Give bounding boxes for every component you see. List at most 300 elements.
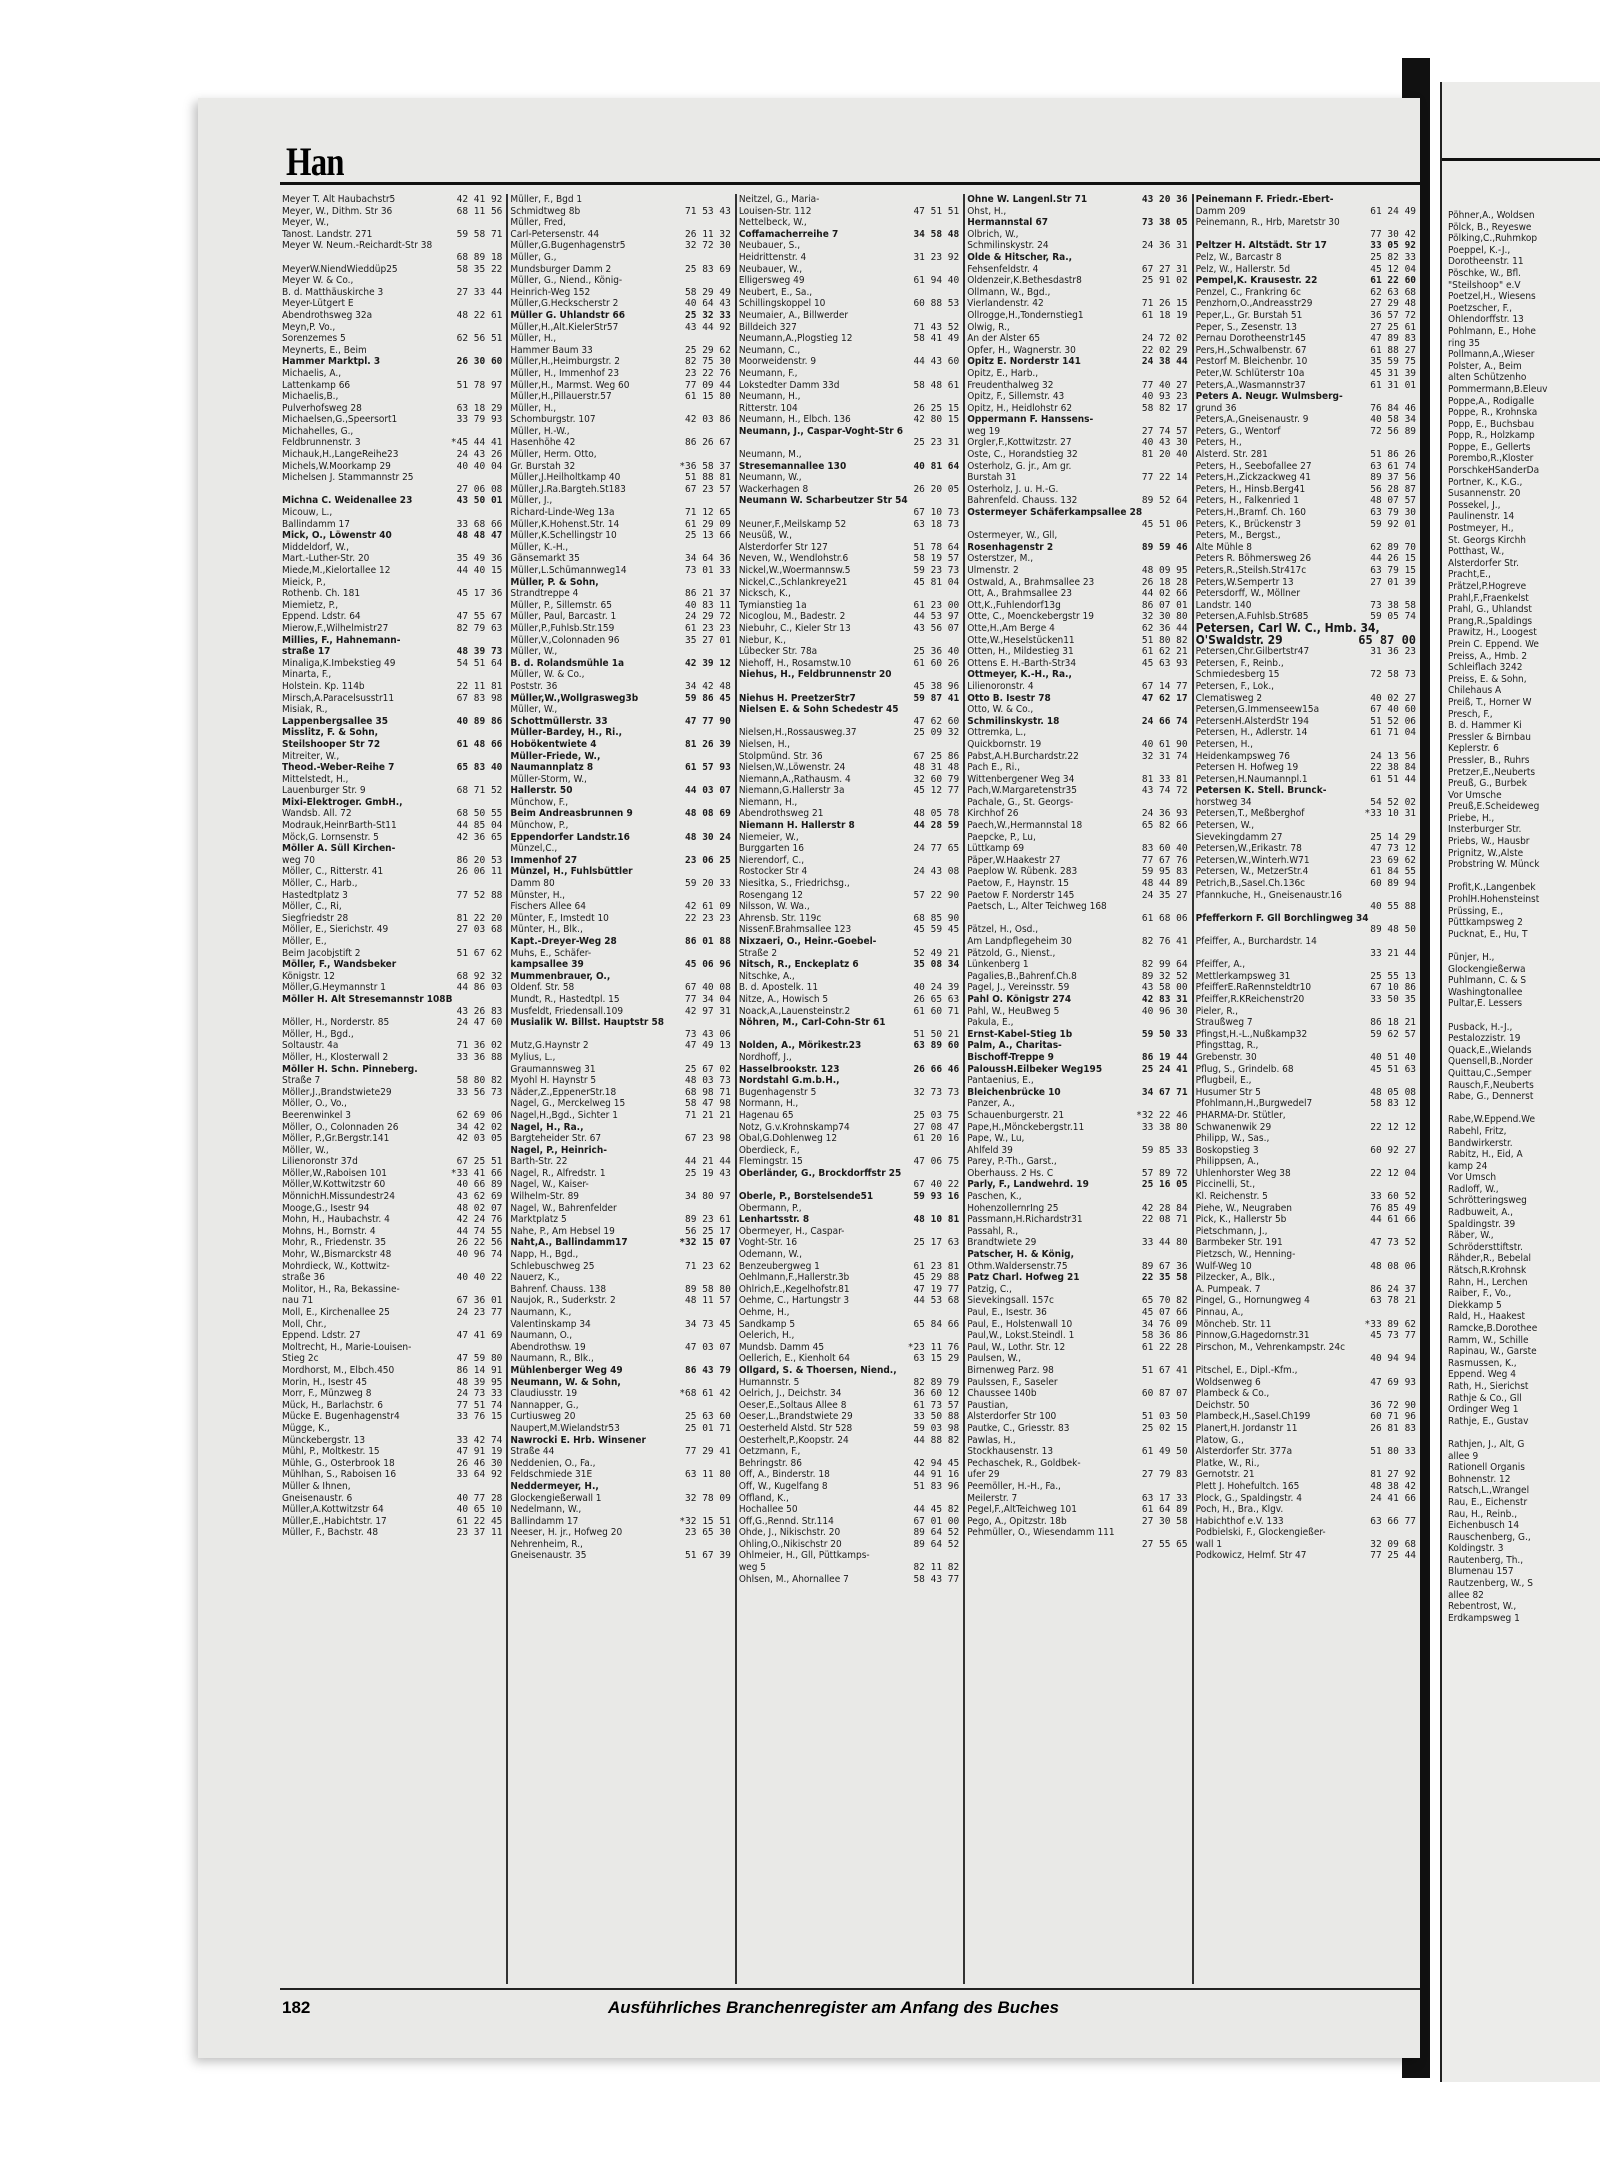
directory-entry	[967, 1342, 1187, 1354]
directory-entry	[510, 843, 730, 855]
directory-entry	[967, 901, 1187, 913]
entry-phone	[1413, 936, 1416, 948]
directory-entry	[282, 785, 502, 797]
entry-name: Neumann, W.,	[738, 472, 802, 484]
entry-phone: 43 50 01	[456, 495, 503, 507]
entry-name: Mylius, L.,	[510, 1051, 556, 1063]
directory-entry	[739, 1064, 959, 1076]
directory-entry	[282, 1272, 502, 1284]
entry-phone: 44 53 97	[913, 611, 960, 623]
directory-entry	[967, 1179, 1187, 1191]
entry-name: Deichstr. 50	[1195, 1399, 1250, 1411]
entry-phone: 52 49 21	[913, 947, 960, 959]
directory-entry	[510, 519, 730, 531]
adjacent-entry: allee 9	[1448, 1450, 1479, 1462]
entry-name: Pachale, G., St. Georgs-	[967, 796, 1074, 808]
entry-name: Oesterhelt,P.,Koopstr. 24	[738, 1434, 849, 1446]
directory-entry	[282, 890, 502, 902]
entry-name: Fehsenfeldstr. 4	[967, 263, 1039, 275]
entry-phone: 40 66 89	[456, 1179, 503, 1191]
directory-entry	[967, 345, 1187, 357]
directory-entry	[282, 1481, 502, 1493]
directory-entry	[1196, 1516, 1416, 1528]
directory-entry	[282, 1168, 502, 1180]
directory-entry	[739, 437, 959, 449]
entry-name: Obermeyer, H., Caspar-	[738, 1225, 845, 1237]
entry-name: Mitreiter, W.,	[282, 750, 340, 762]
directory-entry	[510, 774, 730, 786]
entry-name: Voght-Str. 16	[738, 1237, 798, 1249]
entry-phone: 24 43 08	[913, 866, 960, 878]
entry-name: Möller,G.Heymannstr 1	[282, 982, 386, 994]
entry-name: Pagalies,B.,Bahrenf.Ch.8	[967, 970, 1077, 982]
entry-name: Möller, H., Klosterwall 2	[282, 1051, 389, 1063]
entry-phone: 62 36 44	[1141, 622, 1188, 634]
entry-name: Peters, H., Falkenried 1	[1195, 495, 1299, 507]
entry-phone: 23 06 25	[685, 854, 731, 866]
adjacent-entry: Radbuweit, A.,	[1448, 1207, 1513, 1219]
entry-name: Neumann, W. & Sohn,	[510, 1376, 621, 1388]
entry-phone: 48 30 24	[685, 831, 731, 843]
directory-entry	[1196, 1353, 1416, 1365]
directory-entry	[967, 971, 1187, 983]
directory-entry	[1196, 542, 1416, 554]
entry-phone	[728, 669, 731, 681]
entry-phone: 56 28 87	[1370, 483, 1417, 495]
adjacent-entry-column	[1448, 210, 1600, 1624]
adjacent-entry: Pölking,C.,Ruhmkop	[1448, 233, 1538, 245]
directory-entry	[510, 1527, 730, 1539]
entry-name: Valentinskamp 34	[510, 1318, 591, 1330]
directory-entry	[739, 553, 959, 565]
directory-entry	[282, 843, 502, 855]
entry-phone	[956, 739, 959, 751]
adjacent-entry: Poetzel,H., Wiesens	[1448, 291, 1536, 303]
directory-entry	[967, 681, 1187, 693]
entry-phone: *36 58 37	[679, 460, 731, 472]
entry-phone	[728, 1179, 731, 1191]
entry-name: Fischers Allee 64	[510, 901, 586, 913]
entry-phone: 61 48 66	[456, 738, 503, 750]
entry-name: Mick, O., Löwenstr 40	[282, 530, 392, 542]
entry-phone: 89 52 64	[1141, 495, 1188, 507]
directory-entry	[739, 843, 959, 855]
entry-name: Peper, S., Zesenstr. 13	[1195, 321, 1297, 333]
entry-name: Otten, H., Mildestieg 31	[967, 646, 1074, 658]
directory-entry	[967, 1284, 1187, 1296]
directory-entry	[1196, 658, 1416, 670]
directory-entry	[1196, 727, 1416, 739]
entry-name: Peters A. Neugr. Wulmsberg-	[1195, 391, 1343, 403]
entry-name: MönnichH.Missundestr24	[282, 1191, 395, 1203]
directory-entry	[1196, 693, 1416, 705]
entry-name: Pieler, R.,	[1195, 1005, 1238, 1017]
entry-phone	[728, 1272, 731, 1284]
entry-name: Münchow, P.,	[510, 820, 569, 832]
entry-phone: 57 22 90	[913, 889, 960, 901]
entry-name: ufer 29	[967, 1469, 1000, 1481]
entry-phone: 33 50 88	[913, 1411, 960, 1423]
adjacent-entry: Rapinau, W., Garste	[1448, 1346, 1537, 1358]
entry-name: Piccinelli, St.,	[1195, 1179, 1256, 1191]
entry-phone: 62 56 51	[456, 333, 503, 345]
entry-phone	[728, 890, 731, 902]
directory-entry	[1196, 762, 1416, 774]
directory-entry	[967, 739, 1187, 751]
entry-phone: 26 20 05	[913, 483, 960, 495]
entry-name: Middeldorf, W.,	[282, 541, 349, 553]
entry-phone: 25 16 05	[1141, 1179, 1188, 1191]
entry-name: Platow, G.,	[1195, 1434, 1244, 1446]
entry-name: Patzig, C.,	[967, 1283, 1012, 1295]
entry-name: Oldenzeir,K.Bethesdastr8	[967, 275, 1082, 287]
directory-entry	[282, 948, 502, 960]
entry-name: horstweg 34	[1195, 796, 1252, 808]
entry-name: Pflug, S., Grindelb. 68	[1195, 1063, 1294, 1075]
directory-column	[737, 194, 965, 1984]
directory-entry	[967, 1168, 1187, 1180]
entry-phone: 40 58 34	[1370, 414, 1417, 426]
directory-entry	[1196, 716, 1416, 728]
adjacent-entry: Chilehaus A	[1448, 685, 1502, 697]
directory-entry	[510, 380, 730, 392]
directory-entry	[739, 1272, 959, 1284]
entry-phone: 71 12 65	[685, 507, 731, 519]
entry-name: Nickel,W.,Woermannsw.5	[738, 565, 851, 576]
directory-entry	[739, 762, 959, 774]
entry-name: Peters,A.,Wasmannstr37	[1195, 379, 1306, 391]
directory-entry	[967, 1307, 1187, 1319]
directory-entry	[967, 1446, 1187, 1458]
entry-name: Opitz E. Norderstr 141	[967, 356, 1081, 368]
entry-phone: 27 74 57	[1141, 425, 1188, 437]
directory-entry	[510, 1469, 730, 1481]
directory-entry	[282, 774, 502, 786]
entry-phone: 26 65 63	[913, 993, 960, 1005]
entry-phone	[499, 542, 502, 554]
directory-entry	[967, 751, 1187, 763]
directory-entry	[739, 1098, 959, 1110]
entry-name: grund 36	[1195, 402, 1237, 414]
entry-phone: 26 25 15	[913, 402, 960, 414]
directory-entry	[510, 1272, 730, 1284]
entry-phone: 77 40 27	[1141, 379, 1188, 391]
entry-name: Petersen, Carl W. C., Hmb. 34,	[1195, 622, 1380, 635]
directory-entry	[282, 1040, 502, 1052]
directory-entry	[1196, 808, 1416, 820]
entry-name: Müller-Friede, W.,	[510, 750, 601, 762]
entry-name: Pakula, E.,	[967, 1017, 1014, 1029]
entry-phone: 47 59 80	[456, 1353, 503, 1365]
entry-name: Alsterd. Str. 281	[1195, 449, 1268, 461]
directory-entry	[739, 1214, 959, 1226]
adjacent-entry: Ramcke,B.Dorothee	[1448, 1323, 1538, 1334]
directory-entry	[1196, 1446, 1416, 1458]
entry-phone: 86 43 79	[685, 1364, 731, 1376]
directory-entry	[739, 252, 959, 264]
directory-entry	[739, 322, 959, 334]
entry-phone: 34 80 97	[685, 1191, 731, 1203]
directory-entry	[510, 669, 730, 681]
directory-entry	[739, 1203, 959, 1215]
entry-name: B. d. Apostelk. 11	[738, 982, 819, 994]
entry-phone: 25 01 71	[685, 1422, 731, 1434]
entry-phone: 27 55 65	[1141, 1538, 1188, 1550]
entry-name: Siegfriedstr 28	[282, 912, 349, 924]
entry-phone: 25 91 02	[1141, 275, 1188, 287]
directory-entry	[282, 1527, 502, 1539]
entry-name: Eppendorfer Landstr.16	[510, 831, 630, 843]
directory-entry	[282, 391, 502, 403]
entry-phone	[1413, 1435, 1416, 1447]
directory-entry	[739, 414, 959, 426]
directory-entry	[739, 217, 959, 229]
entry-phone: 25 82 33	[1370, 251, 1417, 263]
directory-entry	[282, 762, 502, 774]
entry-name: Niesitka, S., Friedrichsg.,	[738, 878, 850, 890]
entry-phone	[956, 855, 959, 867]
entry-phone: 40 55 88	[1370, 901, 1417, 913]
entry-phone: 44 61 66	[1370, 1214, 1417, 1226]
entry-phone	[1185, 1353, 1188, 1365]
entry-name: Münter, F., Imstedt 10	[510, 912, 609, 924]
entry-phone	[728, 333, 731, 345]
entry-phone: *33 10 31	[1364, 808, 1417, 820]
directory-entry	[967, 774, 1187, 786]
entry-phone: 61 71 04	[1370, 727, 1417, 739]
entry-phone	[728, 971, 731, 983]
entry-phone: 42 94 45	[913, 1457, 960, 1469]
entry-name: Plock, G., Spaldingstr. 4	[1195, 1492, 1302, 1504]
directory-entry	[1196, 264, 1416, 276]
entry-phone: 67 10 73	[913, 507, 960, 519]
entry-name: Barth-Str. 22	[510, 1156, 568, 1168]
entry-name: Mügge, K.,	[282, 1422, 330, 1434]
entry-name: Rosenhagenstr 2	[967, 541, 1054, 553]
adjacent-entry: Rath, H., Sierichst	[1448, 1380, 1529, 1392]
directory-entry	[510, 565, 730, 577]
directory-entry	[1196, 1098, 1416, 1110]
entry-name: Poststr. 36	[510, 680, 558, 692]
entry-phone	[1185, 704, 1188, 716]
entry-phone: 63 15 29	[913, 1353, 960, 1365]
entry-phone	[1413, 1110, 1416, 1122]
directory-entry	[1196, 1156, 1416, 1168]
directory-entry	[967, 1272, 1187, 1284]
adjacent-entry: Pöhner,A., Woldsen	[1448, 210, 1535, 221]
directory-entry	[967, 588, 1187, 600]
entry-phone: 61 22 28	[1141, 1341, 1188, 1353]
entry-phone: 58 43 77	[913, 1573, 960, 1585]
adjacent-entry: Susannenstr. 20	[1448, 488, 1521, 500]
entry-phone: 61 23 00	[913, 599, 960, 611]
adjacent-entry: Preiss, A., Hmb. 2	[1448, 650, 1528, 662]
entry-name: Müller, J.,	[510, 495, 553, 507]
directory-entry	[510, 333, 730, 345]
directory-entry	[1196, 924, 1416, 936]
entry-phone	[1185, 1481, 1188, 1493]
directory-entry	[739, 1516, 959, 1528]
entry-phone: 25 83 69	[685, 263, 731, 275]
entry-name: Oberhauss. 2 Hs. C	[967, 1167, 1054, 1179]
entry-phone: 61 64 89	[1141, 1504, 1188, 1516]
entry-phone	[728, 1145, 731, 1157]
entry-name: Michelsen J. Stammannstr 25	[282, 472, 414, 484]
directory-entry	[967, 1226, 1187, 1238]
entry-name: Misslitz, F. & Sohn,	[282, 727, 379, 739]
entry-name	[739, 1179, 911, 1191]
directory-entry	[967, 240, 1187, 252]
directory-column	[1194, 194, 1420, 1984]
directory-entry	[739, 310, 959, 322]
directory-entry	[282, 252, 502, 264]
directory-entry	[282, 1203, 502, 1215]
entry-phone	[956, 1098, 959, 1110]
directory-entry	[282, 414, 502, 426]
entry-name: Schmilinskystr. 18	[967, 715, 1060, 727]
entry-name: Pfingsttag, R.,	[1195, 1040, 1259, 1052]
directory-entry	[967, 913, 1187, 925]
directory-entry	[510, 751, 730, 763]
directory-entry	[282, 461, 502, 473]
entry-name: Mühle, G., Osterbrook 18	[282, 1457, 395, 1469]
adjacent-entry: Preuß, G., Burbek	[1448, 778, 1527, 790]
entry-phone: 36 60 12	[913, 1388, 960, 1400]
entry-name: Mierow,F.,Wilhelmistr27	[282, 622, 389, 634]
adjacent-entry: Portner, K., K.G.,	[1448, 476, 1523, 488]
entry-phone	[1185, 1226, 1188, 1238]
entry-phone	[1413, 1006, 1416, 1018]
entry-name: Neubauer, W.,	[738, 263, 803, 275]
entry-phone	[956, 1249, 959, 1261]
entry-name: Oellerich, E., Kienholt 64	[738, 1353, 850, 1365]
entry-phone: 59 20 33	[685, 878, 731, 890]
entry-phone	[1185, 1133, 1188, 1145]
directory-entry	[282, 855, 502, 867]
entry-phone: 47 19 77	[913, 1283, 960, 1295]
entry-phone: 89 64 52	[913, 1527, 960, 1539]
directory-entry	[1196, 866, 1416, 878]
entry-name: Mart.-Luther-Str. 20	[282, 553, 370, 565]
entry-phone: 61 84 55	[1370, 866, 1417, 878]
directory-entry	[967, 426, 1187, 438]
entry-name: Stresemannallee 130	[738, 460, 847, 472]
entry-name: Pirschon, M., Vehrenkampstr. 24c	[1195, 1341, 1346, 1353]
directory-entry	[510, 600, 730, 612]
directory-entry	[510, 739, 730, 751]
adjacent-entry: allee 82	[1448, 1589, 1484, 1601]
entry-phone: 77 34 04	[685, 993, 731, 1005]
directory-entry	[510, 1052, 730, 1064]
entry-name: Landstr. 140	[1195, 599, 1252, 611]
entry-name: Minaliga,K.Imbekstieg 49	[282, 657, 396, 669]
entry-name: Möller, F., Wandsbeker	[282, 959, 397, 971]
directory-entry	[510, 959, 730, 971]
entry-name: Pilzecker, A., Blk.,	[1195, 1272, 1275, 1284]
directory-entry	[282, 1342, 502, 1354]
directory-entry	[967, 252, 1187, 264]
entry-name: Niemann H. Hallerstr 8	[738, 820, 855, 832]
directory-entry	[510, 1423, 730, 1435]
entry-name: Ulmenstr. 2	[967, 565, 1019, 576]
adjacent-entry: Rähder,R., Bebelal	[1448, 1253, 1531, 1265]
directory-entry	[967, 565, 1187, 577]
entry-phone	[499, 275, 502, 287]
entry-name: Penzhorn,O.,Andreasstr29	[1195, 298, 1313, 310]
directory-entry	[510, 542, 730, 554]
entry-name: Pabst,A.H.Burchardstr.22	[967, 750, 1079, 762]
adjacent-entry: B. d. Hammer Ki	[1448, 720, 1522, 732]
entry-phone: 61 62 21	[1141, 646, 1188, 658]
directory-entry	[1196, 1006, 1416, 1018]
adjacent-entry: Ohlendorffstr. 13	[1448, 314, 1524, 326]
entry-name: Münzel, H., Fuhlsbüttler	[510, 866, 633, 878]
directory-entry	[739, 611, 959, 623]
directory-entry	[510, 948, 730, 960]
entry-phone: 86 07 01	[1141, 599, 1188, 611]
entry-name: Pfingst,H.-L.,Nußkamp32	[1195, 1028, 1308, 1040]
directory-entry	[1195, 632, 1417, 647]
entry-name: Neeser, H. jr., Hofweg 20	[510, 1527, 623, 1539]
entry-phone	[499, 322, 502, 334]
entry-name: Möller, H., Bgd.,	[282, 1028, 354, 1040]
entry-name: HohenzollernrIng 25	[967, 1202, 1059, 1214]
directory-entry	[510, 1237, 730, 1249]
entry-phone: 33 44 80	[1141, 1237, 1188, 1249]
directory-entry	[510, 1481, 730, 1493]
entry-phone: 51 03 50	[1141, 1411, 1188, 1423]
entry-phone: *33 89 62	[1364, 1318, 1417, 1330]
directory-entry	[739, 1481, 959, 1493]
directory-entry	[967, 1075, 1187, 1087]
directory-entry	[282, 808, 502, 820]
entry-phone	[1413, 1179, 1416, 1191]
directory-entry	[510, 1122, 730, 1134]
entry-phone	[956, 704, 959, 716]
adjacent-entry: St. Georgs Kirchh	[1448, 534, 1526, 546]
entry-name: Näder,Z.,EppenerStr.18	[510, 1086, 617, 1098]
directory-entry	[967, 1388, 1187, 1400]
entry-phone: 83 60 40	[1141, 843, 1188, 855]
entry-name: Behringstr. 86	[738, 1457, 802, 1469]
entry-name: Pach E., Ri.,	[967, 762, 1020, 774]
entry-name: Orgler,F.,Kottwitzstr. 27	[967, 437, 1072, 449]
entry-name: Straße 44	[510, 1446, 555, 1458]
entry-name: Off, A., Binderstr. 18	[738, 1469, 830, 1481]
adjacent-entry: Blumenau 157	[1448, 1566, 1514, 1578]
adjacent-entry: Priebe, H.,	[1448, 812, 1495, 824]
entry-phone: 59 05 74	[1370, 611, 1417, 623]
entry-name: Petersen, H.,	[1195, 738, 1253, 750]
directory-entry	[967, 577, 1187, 589]
directory-entry	[282, 866, 502, 878]
entry-phone: 25 24 41	[1141, 1063, 1188, 1075]
entry-name: Naujok, R., Suderkstr. 2	[510, 1295, 616, 1307]
entry-phone	[1413, 1307, 1416, 1319]
entry-phone	[1413, 1527, 1416, 1539]
directory-entry	[510, 1411, 730, 1423]
directory-entry	[967, 217, 1187, 229]
entry-name: Osterholz, G. jr., Am gr.	[967, 460, 1072, 472]
entry-name: Neumann, H., Elbch. 136	[738, 414, 851, 426]
entry-name: Woldsenweg 6	[1195, 1376, 1261, 1388]
entry-name: Hasselbrookstr. 123	[738, 1063, 840, 1075]
entry-phone: 59 85 33	[1141, 1144, 1188, 1156]
entry-name: Petrich,B.,Sasel.Ch.136c	[1195, 878, 1306, 890]
entry-name: Müller, P. & Sohn,	[510, 576, 599, 588]
entry-phone	[728, 217, 731, 229]
entry-name: Peters,H.,Bramf. Ch. 160	[1195, 507, 1307, 519]
